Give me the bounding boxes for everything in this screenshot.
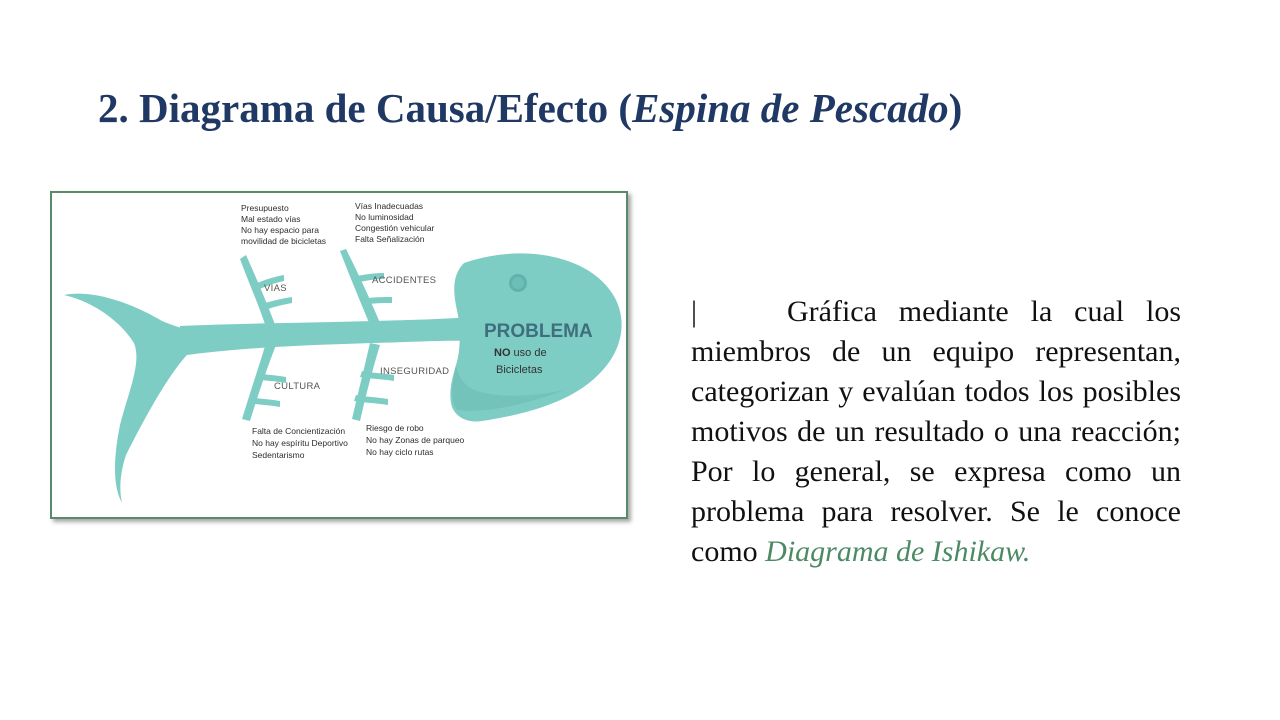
cause-list-accidentes xyxy=(355,201,435,244)
problem-subtitle-line2: Bicicletas xyxy=(496,364,543,376)
slide-title xyxy=(98,82,962,134)
cause-item: Congestión vehicular xyxy=(355,223,435,233)
cause-item: Presupuesto xyxy=(241,203,289,213)
title-prefix: 2. Diagrama de Causa/Efecto ( xyxy=(98,85,633,131)
problem-subtitle-bold: NO xyxy=(494,347,511,359)
category-label-accidentes: ACCIDENTES xyxy=(372,275,437,286)
cause-item: Falta de Concientización xyxy=(252,426,346,436)
fishbone-figure xyxy=(50,191,628,519)
description-marker: | xyxy=(691,295,698,328)
fish-spine xyxy=(180,317,472,356)
cause-item: No hay Zonas de parqueo xyxy=(366,435,465,445)
title-italic: Espina de Pescado xyxy=(632,85,949,131)
category-label-vias: VIAS xyxy=(264,283,287,294)
cause-list-inseguridad xyxy=(366,423,465,457)
bone-inseguridad xyxy=(352,343,380,421)
description-text: Gráfica mediante la cual los miembros de un equipo representan, categorizan y evalúan todos los posibles motivos de un resultado o una reacción; Por lo general, se expresa como un problema para resolver. Se le conoce como xyxy=(691,295,1181,568)
fishbone-diagram xyxy=(52,193,626,517)
cause-item: Riesgo de robo xyxy=(366,423,424,433)
bone-cultura xyxy=(242,343,276,421)
cause-item: No luminosidad xyxy=(355,212,414,222)
problem-title: PROBLEMA xyxy=(484,321,593,342)
cause-list-cultura xyxy=(252,426,348,460)
cause-item: Sedentarismo xyxy=(252,450,305,460)
problem-subtitle-rest: uso de xyxy=(510,347,547,359)
description-highlight: Diagrama de Ishikaw. xyxy=(765,535,1031,568)
cause-item: No hay espacio para xyxy=(241,225,319,235)
cause-item: No hay ciclo rutas xyxy=(366,447,434,457)
cause-item: movilidad de bicicletas xyxy=(241,236,327,246)
bone-accidentes xyxy=(340,249,380,325)
cause-item: Falta Señalización xyxy=(355,234,425,244)
title-suffix: ) xyxy=(948,85,963,131)
fish-body xyxy=(64,249,622,503)
category-label-inseguridad: INSEGURIDAD xyxy=(380,366,450,377)
fish-tail xyxy=(64,294,187,503)
cause-item: Mal estado vías xyxy=(241,214,301,224)
description-paragraph xyxy=(691,292,1181,572)
fish-eye-inner xyxy=(512,277,524,289)
cause-item: No hay espíritu Deportivo xyxy=(252,438,348,448)
category-label-cultura: CULTURA xyxy=(274,381,321,392)
cause-item: Vías Inadecuadas xyxy=(355,201,424,211)
problem-subtitle xyxy=(494,347,547,359)
cause-list-vias xyxy=(241,203,326,246)
